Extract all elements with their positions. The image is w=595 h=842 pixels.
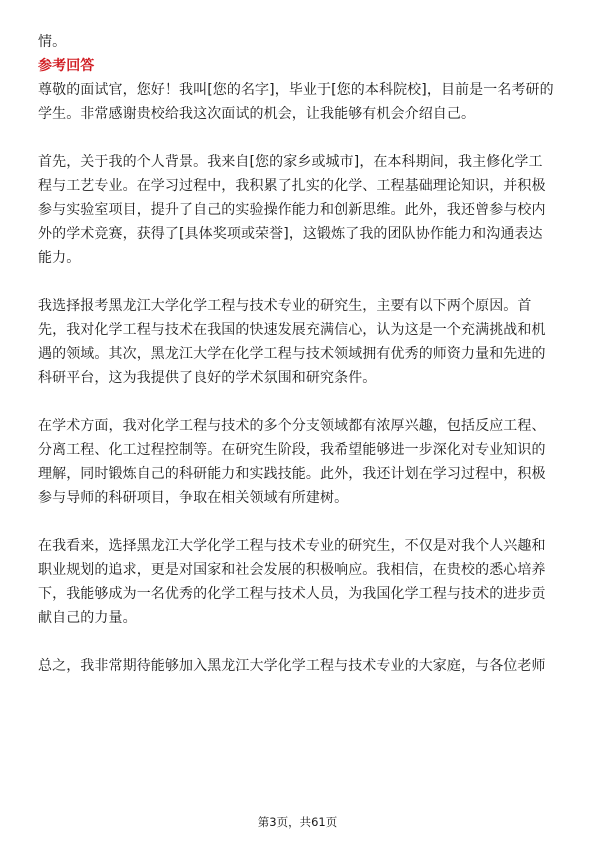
paragraph-line: 在学术方面，我对化学工程与技术的多个分支领域都有浓厚兴趣，包括反应工程、 [38, 418, 546, 434]
paragraph-line: 我选择报考黑龙江大学化学工程与技术专业的研究生，主要有以下两个原因。首 [38, 298, 532, 314]
intro-tail-text: 情。 [38, 34, 67, 50]
paragraph-gap [38, 270, 558, 294]
paragraph-line: 职业规划的追求，更是对国家和社会发展的积极响应。我相信，在贵校的悉心培养 [38, 562, 546, 578]
paragraph-3 [38, 294, 558, 390]
paragraph-line: 科研平台，这为我提供了良好的学术氛围和研究条件。 [38, 370, 377, 386]
paragraph-6 [38, 654, 558, 678]
paragraph-gap [38, 390, 558, 414]
paragraph-line: 学生。非常感谢贵校给我这次面试的机会，让我能够有机会介绍自己。 [38, 106, 476, 122]
page-indicator: 第3页，共61页 [257, 815, 338, 829]
paragraph-line: 下，我能够成为一名优秀的化学工程与技术人员，为我国化学工程与技术的进步贡 [38, 586, 546, 602]
paragraph-line: 首先，关于我的个人背景。我来自[您的家乡或城市]，在本科期间，我主修化学工 [38, 154, 543, 170]
paragraph-line: 在我看来，选择黑龙江大学化学工程与技术专业的研究生，不仅是对我个人兴趣和 [38, 538, 546, 554]
paragraph-line: 外的学术竞赛，获得了[具体奖项或荣誉]，这锻炼了我的团队协作能力和沟通表达 [38, 226, 543, 242]
paragraph-line: 总之，我非常期待能够加入黑龙江大学化学工程与技术专业的大家庭，与各位老师 [38, 658, 546, 674]
paragraph-line: 献自己的力量。 [38, 610, 137, 626]
paragraph-1 [38, 78, 558, 126]
paragraph-2 [38, 150, 558, 270]
paragraph-line: 理解，同时锻炼自己的科研能力和实践技能。此外，我还计划在学习过程中，积极 [38, 466, 546, 482]
paragraph-line: 能力。 [38, 250, 81, 266]
paragraph-line: 参与导师的科研项目，争取在相关领域有所建树。 [38, 490, 349, 506]
paragraph-line: 参与实验室项目，提升了自己的实验操作能力和创新思维。此外，我还曾参与校内 [38, 202, 546, 218]
paragraph-line: 遇的领域。其次，黑龙江大学在化学工程与技术领域拥有优秀的师资力量和先进的 [38, 346, 546, 362]
paragraph-4 [38, 414, 558, 510]
section-heading: 参考回答 [38, 58, 95, 74]
paragraph-line: 程与工艺专业。在学习过程中，我积累了扎实的化学、工程基础理论知识，并积极 [38, 178, 546, 194]
paragraph-line: 分离工程、化工过程控制等。在研究生阶段，我希望能够进一步深化对专业知识的 [38, 442, 546, 458]
paragraph-line: 尊敬的面试官，您好！我叫[您的名字]，毕业于[您的本科院校]，目前是一名考研的 [38, 82, 554, 98]
paragraph-line: 先，我对化学工程与技术在我国的快速发展充满信心，认为这是一个充满挑战和机 [38, 322, 546, 338]
paragraph-5 [38, 534, 558, 630]
paragraph-gap [38, 510, 558, 534]
paragraph-gap [38, 630, 558, 654]
paragraph-gap [38, 126, 558, 150]
document-body [38, 30, 558, 678]
